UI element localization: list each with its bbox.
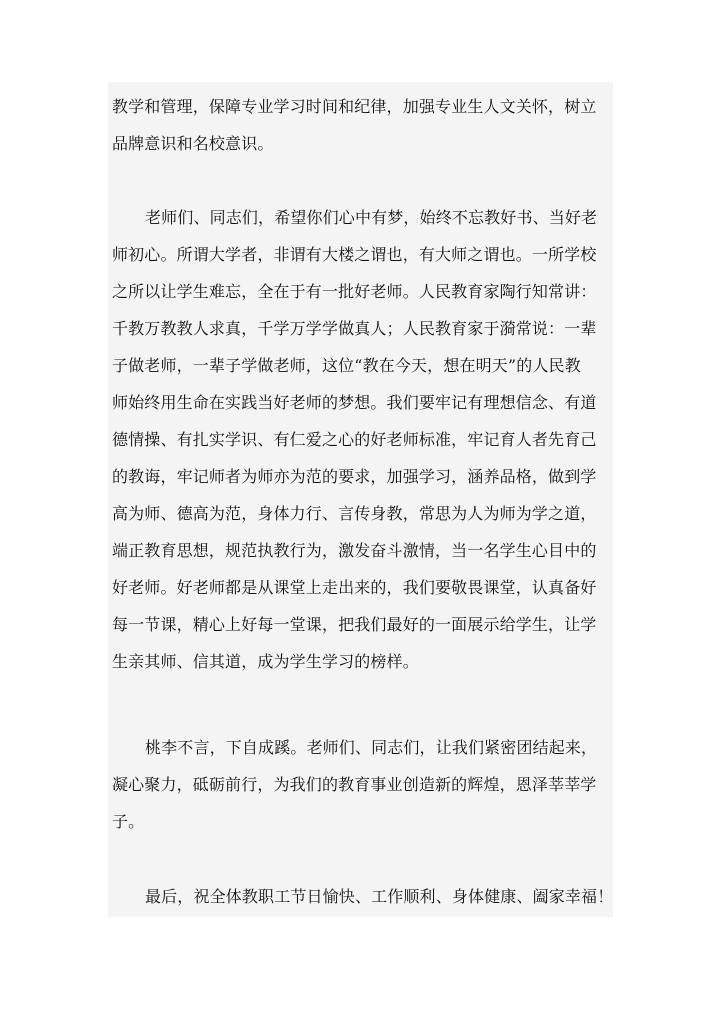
paragraph-2-line-5: 子做老师，一辈子学做老师，这位“教在今天，想在明天”的人民教 (112, 356, 581, 375)
paragraph-1-line-1: 教学和管理，保障专业学习时间和纪律，加强专业生人文关怀，树立 (112, 97, 597, 116)
paragraph-2-line-3: 之所以让学生难忘，全在于有一批好老师。人民教育家陶行知常讲： (112, 282, 597, 301)
paragraph-2-line-9: 高为师、德高为范，身体力行、言传身教，常思为人为师为学之道， (112, 504, 597, 523)
paragraph-2-line-8: 的教诲，牢记师者为师亦为范的要求，加强学习，涵养品格，做到学 (112, 467, 597, 486)
paragraph-2-line-12: 每一节课，精心上好每一堂课，把我们最好的一面展示给学生，让学 (112, 615, 597, 634)
paragraph-2-line-4: 千教万教教人求真，千学万学学做真人；人民教育家于漪常说：一辈 (112, 319, 597, 338)
paragraph-2-line-10: 端正教育思想，规范执教行为，激发奋斗激情，当一名学生心目中的 (112, 541, 597, 560)
paragraph-2-line-2: 师初心。所谓大学者，非谓有大楼之谓也，有大师之谓也。一所学校 (112, 245, 597, 264)
paragraph-3-line-2: 凝心聚力，砥砺前行，为我们的教育事业创造新的辉煌，恩泽莘莘学 (112, 775, 597, 794)
paragraph-3-line-1: 桃李不言，下自成蹊。老师们、同志们，让我们紧密团结起来， (145, 738, 598, 757)
paragraph-2-line-1: 老师们、同志们，希望你们心中有梦，始终不忘教好书、当好老 (145, 208, 598, 227)
paragraph-1-line-2: 品牌意识和名校意识。 (112, 134, 274, 153)
paragraph-3-line-3: 子。 (112, 812, 145, 831)
paragraph-2-line-11: 好老师。好老师都是从课堂上走出来的，我们要敬畏课堂，认真备好 (112, 578, 597, 597)
paragraph-2-line-13: 生亲其师、信其道，成为学生学习的榜样。 (112, 652, 419, 671)
paragraph-2-line-7: 德情操、有扎实学识、有仁爱之心的好老师标准，牢记育人者先育己 (112, 430, 597, 449)
paragraph-4-line-1: 最后，祝全体教职工节日愉快、工作顺利、身体健康、阖家幸福！ (145, 887, 614, 906)
paragraph-2-line-6: 师始终用生命在实践当好老师的梦想。我们要牢记有理想信念、有道 (112, 393, 597, 412)
